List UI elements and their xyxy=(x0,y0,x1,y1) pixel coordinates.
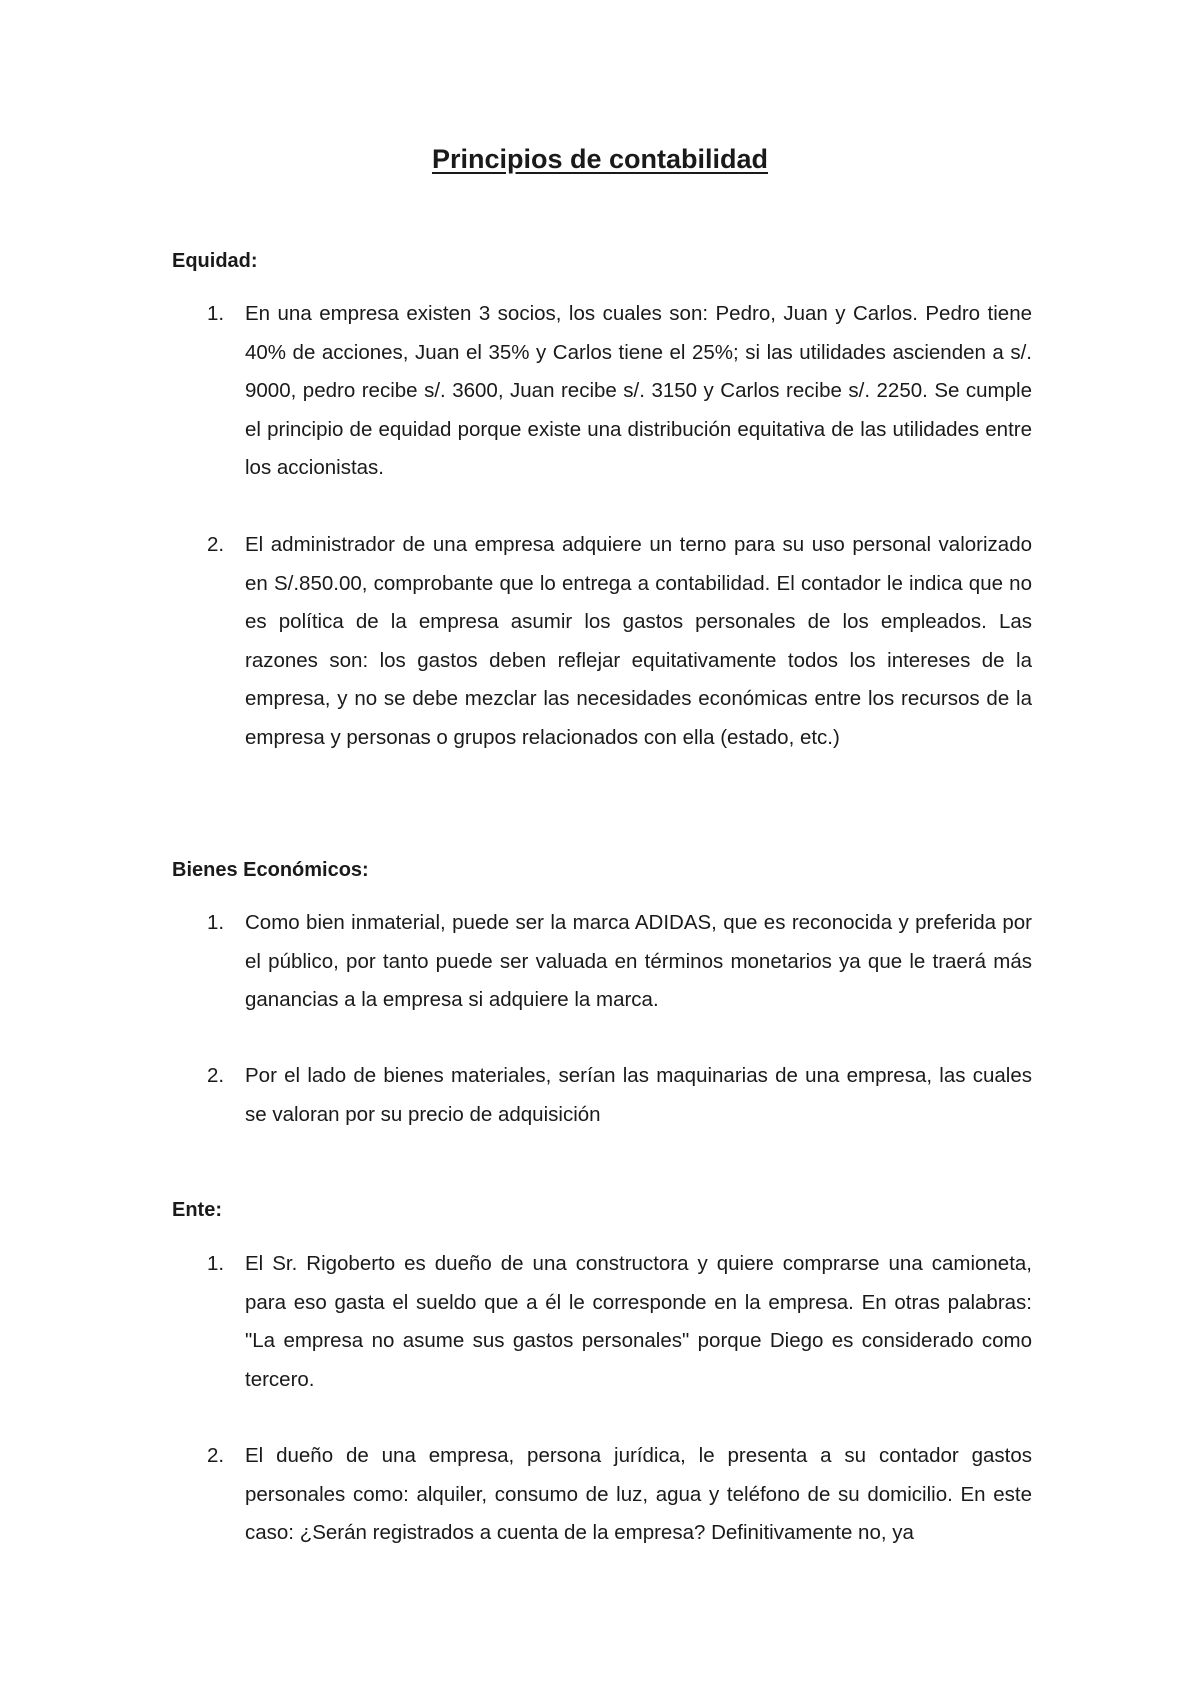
section-heading-equidad: Equidad: xyxy=(172,250,258,272)
section-heading-bienes-economicos: Bienes Económicos: xyxy=(172,859,369,881)
list-item xyxy=(172,526,1032,757)
list-item xyxy=(172,1245,1032,1399)
list-item xyxy=(172,295,1032,488)
list-item xyxy=(172,1437,1032,1553)
list-item-text: En una empresa existen 3 socios, los cuales son: Pedro, Juan y Carlos. Pedro tiene 40% de acciones, Juan el 35% y Carlos tiene el 25%; si las utilidades ascienden a s/. 9000, pedro recibe s/. 3600, Juan recibe s/. 3150 y Carlos recibe s/. 2250. Se cumple el principio de equidad porque existe una distribución equitativa de las utilidades entre los accionistas. xyxy=(245,302,1032,479)
list-item-text: Como bien inmaterial, puede ser la marca ADIDAS, que es reconocida y preferida por el público, por tanto puede ser valuada en términos monetarios ya que le traerá más ganancias a la empresa si adquiere la marca. xyxy=(245,911,1032,1011)
list-item-number: 1. xyxy=(207,1252,225,1275)
list-item-text: El administrador de una empresa adquiere un terno para su uso personal valorizado en S/.850.00, comprobante que lo entrega a contabilidad. El contador le indica que no es política de la empresa asumir los gastos personales de los empleados. Las razones son: los gastos deben reflejar equitativamente todos los intereses de la empresa, y no se debe mezclar las necesidades económicas entre los recursos de la empresa y personas o grupos relacionados con ella (estado, etc.) xyxy=(245,533,1032,749)
list-item-text: El dueño de una empresa, persona jurídica, le presenta a su contador gastos personales como: alquiler, consumo de luz, agua y teléfono de su domicilio. En este caso: ¿Serán registrados a cuenta de la empresa? Definitivamente no, ya xyxy=(245,1444,1032,1544)
list-item-number: 1. xyxy=(207,302,225,325)
list-item xyxy=(172,904,1032,1020)
list-item-number: 2. xyxy=(207,533,225,556)
document-title: Principios de contabilidad xyxy=(431,144,769,174)
list-item-text: El Sr. Rigoberto es dueño de una constructora y quiere comprarse una camioneta, para eso gasta el sueldo que a él le corresponde en la empresa. En otras palabras: "La empresa no asume sus gastos personales" porque Diego es considerado como tercero. xyxy=(245,1252,1032,1391)
list-item-text: Por el lado de bienes materiales, serían las maquinarias de una empresa, las cuales se valoran por su precio de adquisición xyxy=(245,1064,1032,1126)
list-item-number: 2. xyxy=(207,1064,225,1087)
list-item-number: 1. xyxy=(207,911,225,934)
section-heading-ente: Ente: xyxy=(172,1199,222,1221)
list-item xyxy=(172,1057,1032,1134)
list-item-number: 2. xyxy=(207,1444,225,1467)
